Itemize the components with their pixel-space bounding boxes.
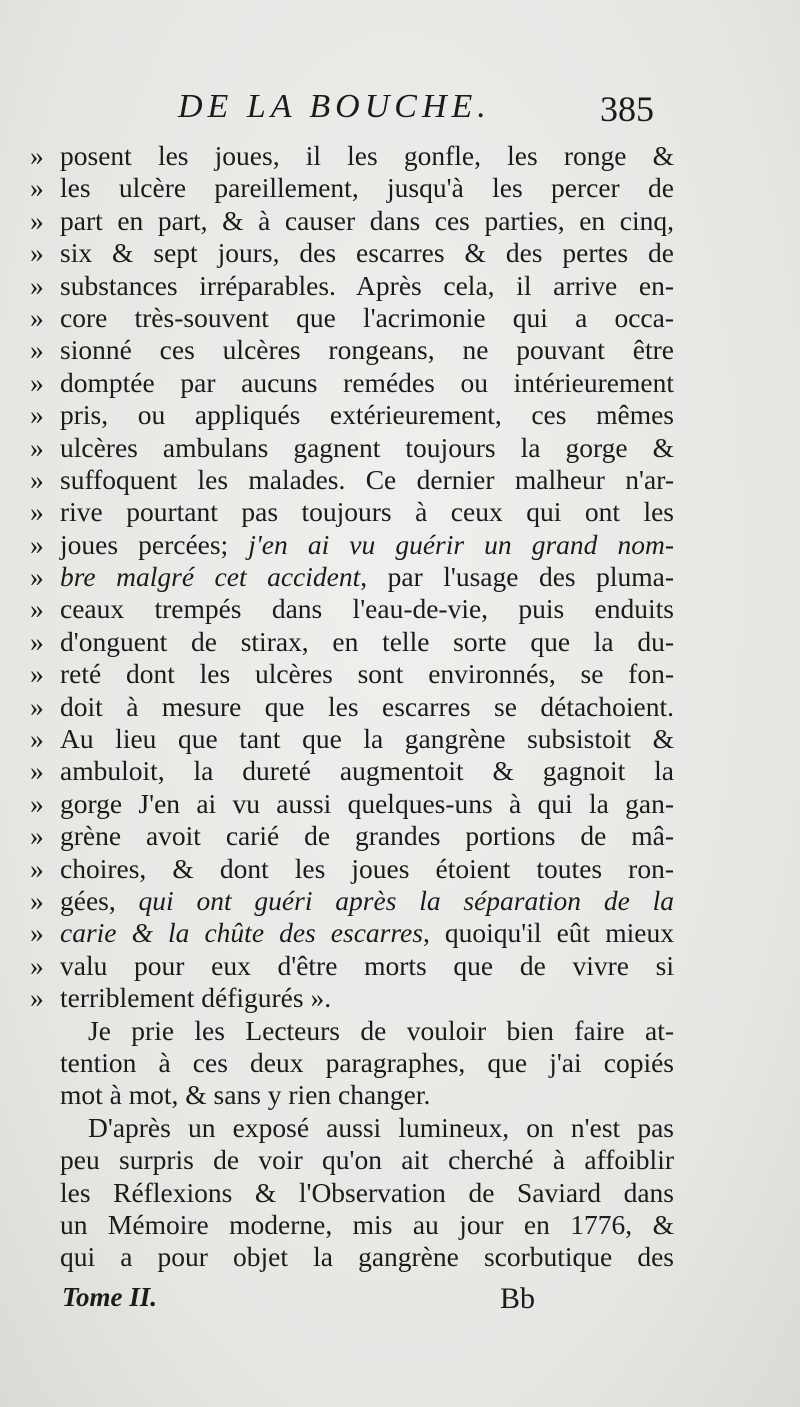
line-text: ceaux trempés dans l'eau-de-vie, puis enduits bbox=[60, 593, 674, 625]
quote-mark: » bbox=[30, 172, 44, 204]
text-line bbox=[30, 884, 674, 917]
line-text: Je prie les Lecteurs de vouloir bien faire at- bbox=[88, 1014, 674, 1046]
line-text: core très-souvent que l'acrimonie qui a occa- bbox=[60, 301, 674, 333]
line-text bbox=[60, 917, 674, 949]
line-text: grène avoit carié de grandes portions de mâ- bbox=[60, 820, 674, 852]
text-line bbox=[30, 982, 670, 1014]
text-line bbox=[30, 561, 674, 593]
running-title: DE LA BOUCHE. bbox=[178, 88, 491, 125]
quote-mark: » bbox=[30, 982, 44, 1014]
text-line bbox=[30, 399, 674, 431]
line-text bbox=[60, 529, 674, 561]
line-text-italic: qui ont guéri après la séparation de la bbox=[138, 884, 674, 916]
quote-mark: » bbox=[30, 301, 44, 333]
line-text-italic: j'en ai vu guérir un grand nom- bbox=[248, 528, 675, 560]
quote-mark: » bbox=[30, 366, 44, 398]
text-line bbox=[30, 528, 675, 561]
quote-mark: » bbox=[30, 917, 44, 949]
quote-mark: » bbox=[30, 204, 44, 236]
quote-mark: » bbox=[30, 528, 44, 560]
quote-mark: » bbox=[30, 237, 44, 269]
text-line bbox=[30, 787, 674, 820]
line-text: un Mémoire moderne, mis au jour en 1776, & bbox=[60, 1208, 674, 1240]
line-text: Au lieu que tant que la gangrène subsistoit & bbox=[60, 723, 674, 755]
text-line bbox=[30, 625, 674, 658]
text-line bbox=[30, 1241, 674, 1273]
line-text: suffoquent les malades. Ce dernier malheur n'ar- bbox=[60, 463, 674, 495]
quote-mark: » bbox=[30, 269, 44, 301]
paragraph-2 bbox=[30, 1014, 674, 1112]
quote-mark: » bbox=[30, 852, 44, 884]
line-text bbox=[60, 561, 674, 593]
line-text: qui a pour objet la gangrène scorbutique des bbox=[60, 1241, 674, 1273]
text-line bbox=[30, 917, 674, 949]
quote-mark: » bbox=[30, 820, 44, 852]
line-text: peu surpris de voir qu'on ait cherché à affoiblir bbox=[60, 1144, 674, 1176]
line-text: ambuloit, la dureté augmentoit & gagnoit la bbox=[60, 755, 674, 787]
line-text-roman: , quoiqu'il eût mieux bbox=[422, 917, 674, 949]
line-text: domptée par aucuns remédes ou intérieurement bbox=[60, 366, 674, 398]
quote-mark: » bbox=[30, 723, 44, 755]
line-text: tention à ces deux paragraphes, que j'ai copiés bbox=[60, 1046, 674, 1078]
quote-mark: » bbox=[30, 658, 44, 690]
text-line bbox=[30, 269, 674, 302]
quote-mark: » bbox=[30, 463, 44, 495]
line-text: valu pour eux d'être morts que de vivre si bbox=[60, 949, 674, 981]
page-number: 385 bbox=[600, 89, 654, 129]
line-text-italic: bre malgré cet accident bbox=[60, 561, 361, 593]
quote-mark: » bbox=[30, 399, 44, 431]
line-text: D'après un exposé aussi lumineux, on n'est pas bbox=[88, 1111, 674, 1143]
quote-mark: » bbox=[30, 884, 44, 916]
text-line bbox=[30, 301, 674, 334]
line-text: mot à mot, & sans y rien changer. bbox=[60, 1079, 431, 1111]
text-line bbox=[30, 366, 674, 399]
volume-label: Tome II. bbox=[62, 1282, 158, 1312]
quote-mark: » bbox=[30, 431, 44, 463]
text-line bbox=[30, 172, 674, 204]
line-text: substances irréparables. Après cela, il arrive en- bbox=[60, 269, 674, 301]
text-line bbox=[30, 140, 674, 172]
text-line bbox=[30, 949, 674, 982]
text-line bbox=[30, 723, 674, 755]
line-text: doit à mesure que les escarres se détachoient. bbox=[60, 690, 674, 722]
text-line bbox=[30, 1046, 674, 1079]
text-line bbox=[30, 593, 674, 625]
line-text: sionné ces ulcères rongeans, ne pouvant être bbox=[60, 334, 674, 366]
text-line bbox=[30, 1208, 674, 1241]
line-text: choires, & dont les joues étoient toutes ron- bbox=[60, 852, 674, 884]
text-line bbox=[30, 496, 674, 528]
line-text-roman: joues percées; bbox=[60, 528, 249, 560]
page-footer bbox=[0, 1282, 800, 1322]
line-text: ulcères ambulans gagnent toujours la gorge & bbox=[60, 431, 674, 463]
quote-mark: » bbox=[30, 787, 44, 819]
text-line bbox=[30, 1144, 674, 1176]
text-line bbox=[30, 1014, 674, 1047]
text-line bbox=[30, 463, 674, 496]
page-header bbox=[0, 88, 800, 138]
line-text: les ulcère pareillement, jusqu'à les percer de bbox=[60, 172, 674, 204]
line-text: pris, ou appliqués extérieurement, ces mêmes bbox=[60, 399, 674, 431]
quote-mark: » bbox=[30, 625, 44, 657]
line-text: terriblement défigurés ». bbox=[60, 982, 332, 1014]
quoted-paragraph bbox=[30, 140, 675, 1015]
text-line bbox=[30, 334, 674, 366]
text-line bbox=[30, 658, 674, 690]
quote-mark: » bbox=[30, 690, 44, 722]
quote-mark: » bbox=[30, 140, 44, 171]
line-text-roman: gées, bbox=[60, 884, 139, 916]
quote-mark: » bbox=[30, 593, 44, 625]
quote-mark: » bbox=[30, 755, 44, 787]
line-text bbox=[60, 885, 674, 917]
line-text-roman: , par l'usage des pluma- bbox=[360, 561, 674, 593]
body-text bbox=[30, 140, 675, 1274]
line-text: part en part, & à causer dans ces parties, en cinq, bbox=[60, 204, 674, 236]
text-line bbox=[30, 820, 674, 852]
quote-mark: » bbox=[30, 949, 44, 981]
text-line bbox=[30, 204, 674, 237]
text-line bbox=[30, 237, 674, 269]
line-text: les Réflexions & l'Observation de Saviard dans bbox=[60, 1176, 674, 1208]
quote-mark: » bbox=[30, 334, 44, 366]
paragraph-3 bbox=[30, 1111, 674, 1274]
text-line bbox=[30, 690, 674, 723]
text-line bbox=[30, 1176, 674, 1209]
text-line bbox=[30, 431, 674, 464]
line-text: reté dont les ulcères sont environnés, se fon- bbox=[60, 658, 674, 690]
quote-mark: » bbox=[30, 561, 44, 593]
text-line bbox=[30, 1079, 670, 1111]
line-text: gorge J'en ai vu aussi quelques-uns à qui la gan- bbox=[60, 787, 674, 819]
text-line bbox=[30, 852, 674, 885]
text-line bbox=[30, 755, 674, 787]
line-text: six & sept jours, des escarres & des pertes de bbox=[60, 237, 674, 269]
signature-mark: Bb bbox=[500, 1282, 536, 1315]
quote-mark: » bbox=[30, 496, 44, 528]
line-text: d'onguent de stirax, en telle sorte que la du- bbox=[60, 625, 674, 657]
line-text-italic: carie & la chûte des escarres bbox=[60, 917, 423, 949]
line-text: posent les joues, il les gonfle, les ronge & bbox=[60, 140, 674, 171]
text-line bbox=[30, 1111, 674, 1144]
line-text: rive pourtant pas toujours à ceux qui ont les bbox=[60, 496, 674, 528]
